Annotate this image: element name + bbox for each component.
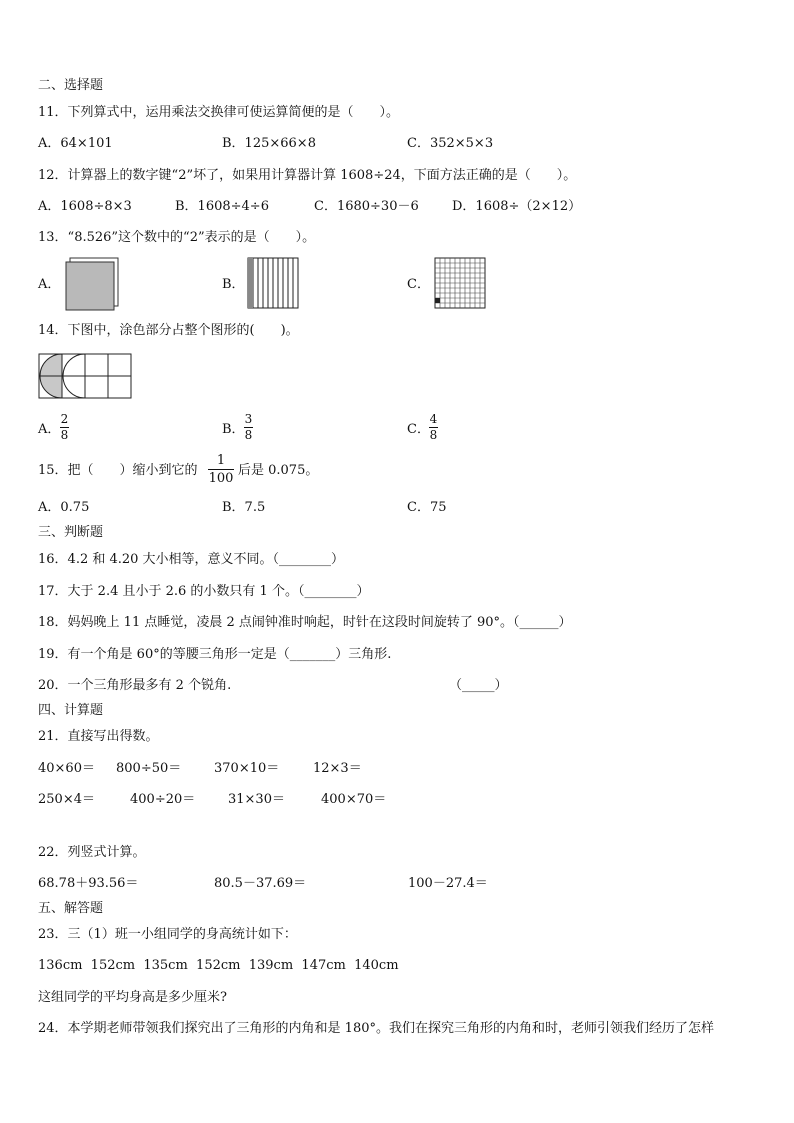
q16-text: 16．4.2 和 4.20 大小相等，意义不同。（________） [38,552,345,567]
q12-option-a: A．1608÷8×3 [38,199,132,214]
q13-option-c-grid-image [433,258,487,310]
q21-expr: 12×3＝ [313,761,362,776]
q19-text: 19．有一个角是 60°的等腰三角形一定是（_______）三角形. [38,647,392,662]
q15-fraction [208,453,234,486]
q14-option-c-label: C． [407,422,430,437]
q15-option-b: B．7.5 [222,500,266,515]
q13-option-b-label: B． [222,277,245,292]
q22-stem: 22．列竖式计算。 [38,845,146,860]
q20-answer-blank: （_____） [449,678,508,693]
q15-option-c: C．75 [407,500,447,515]
q21-expr: 400÷20＝ [130,792,196,807]
q22-expr: 100－27.4＝ [408,876,488,891]
q12-option-d: D．1608÷（2×12） [452,199,582,214]
q21-expr: 800÷50＝ [116,761,182,776]
q15-option-a: A．0.75 [38,500,90,515]
section-choice-heading: 二、选择题 [38,78,104,93]
q21-stem: 21．直接写出得数。 [38,729,159,744]
q14-stem: 14．下图中，涂色部分占整个图形的( )。 [38,323,299,338]
q14-shaded-figure [39,354,133,400]
q14-option-b-denominator: 8 [244,428,253,442]
q11-stem: 11．下列算式中，运用乘法交换律可使运算简便的是（ ）。 [38,105,400,120]
q14-option-a-fraction [60,413,69,442]
q12-option-c: C．1680÷30－6 [314,199,419,214]
q21-expr: 370×10＝ [214,761,280,776]
q15-stem-post: 后是 0.075。 [238,463,319,478]
q23-stem: 23．三（1）班一小组同学的身高统计如下： [38,927,297,942]
section-solve-heading: 五、解答题 [38,901,104,916]
q21-expr: 40×60＝ [38,761,95,776]
q18-text: 18．妈妈晚上 11 点睡觉，凌晨 2 点闹钟准时响起，时针在这段时间旋转了 90°。（______） [38,615,572,630]
q12-stem: 12．计算器上的数字键“2”坏了，如果用计算器计算 1608÷24，下面方法正确的是（ ）。 [38,168,577,183]
q13-option-a-label: A． [38,277,61,292]
q14-option-a-numerator: 2 [60,412,69,426]
q13-option-b-strips-image [246,258,300,310]
q14-option-b-fraction [244,413,253,442]
q12-option-b: B．1608÷4÷6 [175,199,269,214]
q13-stem: 13．“8.526”这个数中的“2”表示的是（ ）。 [38,230,316,245]
section-calc-heading: 四、计算题 [38,703,104,718]
section-judge-heading: 三、判断题 [38,525,104,540]
q14-option-b-numerator: 3 [244,412,253,426]
q13-option-a-squares-image [64,258,120,312]
q21-expr: 400×70＝ [321,792,387,807]
fraction-bar [208,469,234,470]
q21-expr: 250×4＝ [38,792,95,807]
q20-text: 20．一个三角形最多有 2 个锐角. [38,678,232,693]
q11-option-c: C．352×5×3 [407,136,494,151]
q23-data: 136cm 152cm 135cm 152cm 139cm 147cm 140cm [38,958,399,973]
q13-option-c-label: C． [407,277,430,292]
q24-text: 24．本学期老师带领我们探究出了三角形的内角和是 180°。我们在探究三角形的内角和时，老师引领我们经历了怎样 [38,1021,714,1036]
q21-expr: 31×30＝ [228,792,285,807]
q15-fraction-denominator: 100 [208,471,234,486]
q14-option-b-label: B． [222,422,245,437]
q15-stem-pre: 15．把（ ）缩小到它的 [38,463,198,478]
q22-expr: 80.5－37.69＝ [214,876,307,891]
q14-option-a-label: A． [38,422,61,437]
q14-option-c-fraction [429,413,438,442]
q17-text: 17．大于 2.4 且小于 2.6 的小数只有 1 个。（________） [38,584,370,599]
q14-option-c-denominator: 8 [429,428,438,442]
q14-option-c-numerator: 4 [429,412,438,426]
q23-question: 这组同学的平均身高是多少厘米? [38,990,227,1005]
q22-expr: 68.78＋93.56＝ [38,876,139,891]
q14-option-a-denominator: 8 [60,428,69,442]
q11-option-a: A．64×101 [38,136,113,151]
q11-option-b: B．125×66×8 [222,136,316,151]
q15-fraction-numerator: 1 [216,453,226,468]
